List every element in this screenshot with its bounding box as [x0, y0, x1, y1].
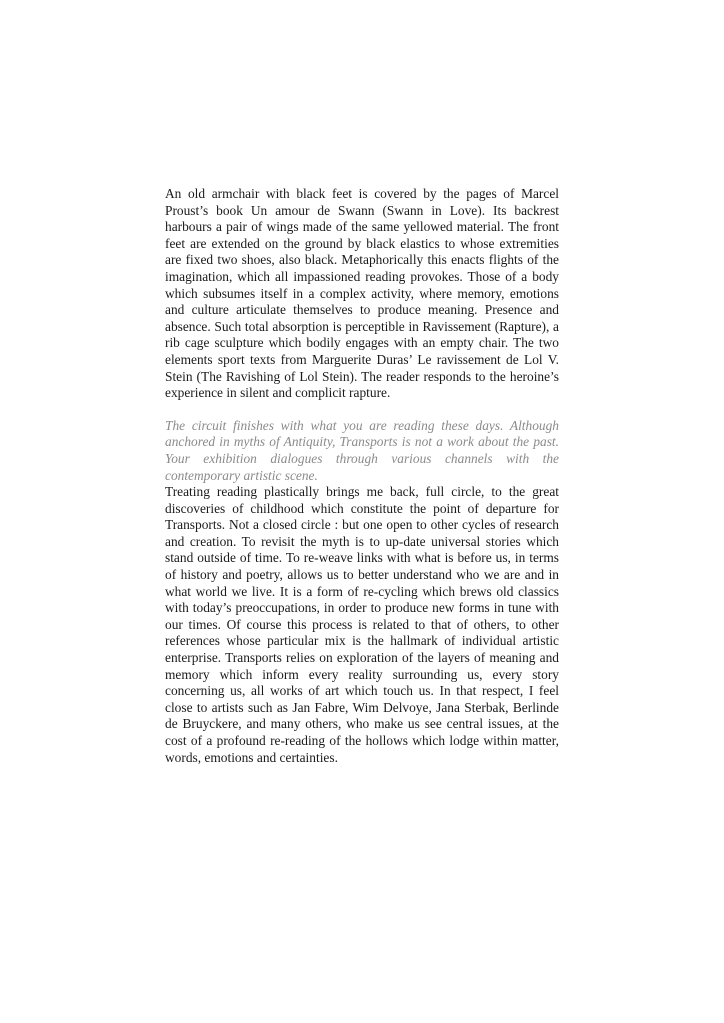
body-text-block — [165, 186, 559, 766]
interview-question: The circuit finishes with what you are reading these days. Although anchored in myths of Antiquity, Transports is not a work about the past. Your exhibition dialogues through various channels with the contemporary artistic scene. — [165, 417, 559, 483]
paragraph-artist-answer: Treating reading plastically brings me back, full circle, to the great discoveries of childhood which constitute the point of departure for Transports. Not a closed circle : but one open to other cycles of research and creation. To revisit the myth is to up-date universal stories which stand outside of time. To re-weave links with what is before us, in terms of history and poetry, allows us to better understand who we are and in what world we live. It is a form of re-cycling which brews old classics with today’s preoccupations, in order to produce new forms in tune with our times. Of course this process is related to that of others, to other references whose particular mix is the hallmark of individual artistic enterprise. Transports relies on exploration of the layers of meaning and memory which inform every reality surrounding us, every story concerning us, all works of art which touch us. In that respect, I feel close to artists such as Jan Fabre, Wim Delvoye, Jana Sterbak, Berlinde de Bruyckere, and many others, who make us see central issues, at the cost of a profound re-reading of the hollows which lodge within matter, words, emotions and certainties. — [165, 484, 559, 765]
paragraph-armchair-description: An old armchair with black feet is covered by the pages of Marcel Proust’s book Un amour de Swann (Swann in Love). Its backrest harbours a pair of wings made of the same yellowed material. The front feet are extended on the ground by black elastics to whose extremities are fixed two shoes, also black. Metaphorically this enacts flights of the imagination, which all impassioned reading provokes. Those of a body which subsumes itself in a complex activity, where memory, emotions and culture articulate themselves to produce meaning. Presence and absence. Such total absorption is perceptible in Ravissement (Rapture), a rib cage sculpture which bodily engages with an empty chair. The two elements sport texts from Marguerite Duras’ Le ravissement de Lol V. Stein (The Ravishing of Lol Stein). The reader responds to the heroine’s experience in silent and complicit rapture. — [165, 186, 559, 401]
